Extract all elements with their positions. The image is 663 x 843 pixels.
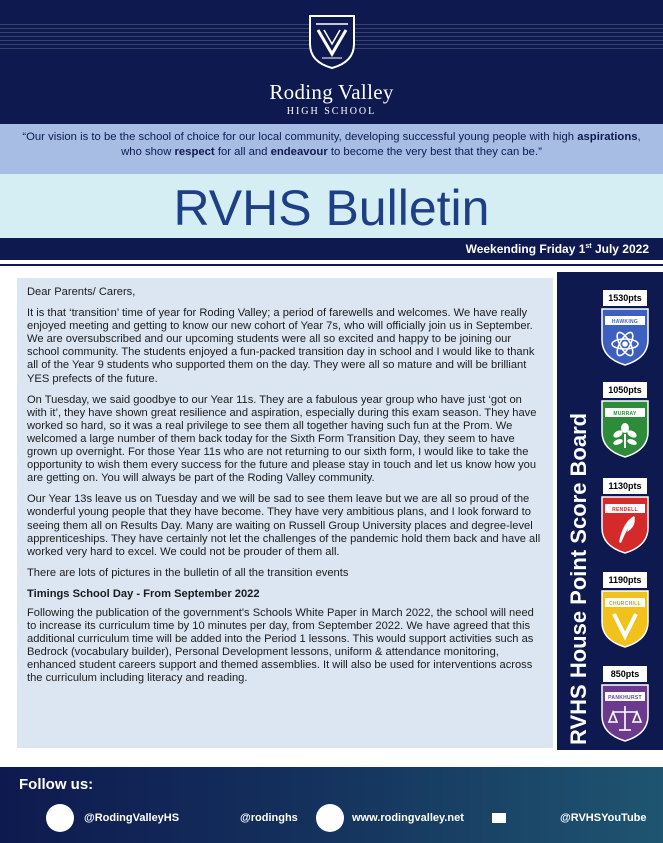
headteacher-letter: [17, 278, 553, 748]
house-points: 1130pts: [603, 478, 647, 494]
vision-text: , who show: [121, 131, 641, 158]
divider: [0, 264, 663, 266]
instagram-handle[interactable]: @rodinghs: [240, 812, 298, 824]
letter-paragraph: On Tuesday, we said goodbye to our Year 11s. They are a fabulous year group who have just ‘got on with it’, they have shown great resilience and aspiration, especially during this exam season. They have worked so hard, so it was a real privilege to see them all together having such fun at the Prom. We welcomed a large number of them back today for the Sixth Form Transition Day, they seem to have grown up overnight. For those Year 11s who are not returning to our sixth form, I would like to take the opportunity to wish them every success for the future and please stay in touch and let us know how you are getting on. You will always be part of the Roding Valley community.: [27, 393, 537, 485]
date-bar: [0, 238, 663, 260]
house-murray: [601, 382, 653, 458]
house-name: MURRAY: [613, 411, 637, 417]
website-link[interactable]: www.rodingvalley.net: [352, 812, 464, 824]
letter-paragraph: Following the publication of the government's Schools White Paper in March 2022, the school will need to increase its curriculum time by 10 minutes per day, from September 2022. We have agreed that this additional curriculum time will be added into the Period 1 lessons. This would support activities such as Bedrock (vocabulary builder), Personal Development lessons, uniform & attendance monitoring, enhanced student careers support and themed assemblies. It will also be used for interventions across the curriculum including literacy and reading.: [27, 606, 534, 685]
website-icon[interactable]: [316, 804, 344, 832]
house-shield: [601, 496, 649, 554]
school-subtitle: HIGH SCHOOL: [286, 106, 377, 117]
letter-paragraph: It is that ‘transition’ time of year for Roding Valley; a period of farewells and welcomes. We have really enjoyed meeting and getting to know our new cohort of Year 7s, who will officially join us in September. We are oversubscribed and our upcoming students were all so excited and happy to be joining our school community. The students enjoyed a fun-packed transition day in school and I would like to thank all of the Year 9 students who supported them on the day. They were all so mature and will be brilliant YES prefects of the future.: [27, 307, 535, 385]
vision-endeavour: endeavour: [270, 146, 328, 158]
vision-text: for all and: [214, 146, 271, 158]
house-rendell: [601, 478, 653, 554]
letter-heading: Timings School Day - From September 2022: [27, 587, 260, 600]
letter-paragraph: Our Year 13s leave us on Tuesday and we will be sad to see them leave but we are all so proud of the wonderful young people that they have become. They have very ambitious plans, and I look forward to seeing them all on Results Day. Many are waiting on Russell Group University places and degree-level apprenticeships. They have certainly not let the challenges of the pandemic hold them back and have all worked very hard to excel. We could not be prouder of them all.: [27, 493, 541, 558]
date-suffix-sup: st: [585, 243, 592, 250]
vision-text: to become the very best that they can be.”: [327, 146, 542, 158]
date-prefix: Weekending Friday 1: [465, 242, 586, 256]
bulletin-title: RVHS Bulletin: [173, 180, 490, 236]
facebook-handle[interactable]: @RodingValleyHS: [84, 812, 180, 824]
footer: [0, 767, 663, 843]
house-name: PANKHURST: [608, 695, 642, 701]
school-name: Roding Valley: [269, 80, 394, 104]
house-pankhurst: [601, 666, 653, 742]
house-churchill: [601, 572, 653, 648]
house-points: 850pts: [603, 666, 647, 682]
school-crest-icon: [308, 14, 356, 70]
letter-paragraph: There are lots of pictures in the bulletin of all the transition events: [27, 566, 349, 579]
facebook-icon[interactable]: [46, 804, 74, 832]
date-suffix: July 2022: [591, 242, 649, 256]
board-label: RVHS House Point Score Board: [566, 412, 591, 745]
follow-us-label: Follow us:: [19, 776, 94, 793]
house-shield: [601, 590, 649, 648]
house-name: CHURCHILL: [609, 601, 641, 607]
house-name: HAWKING: [611, 319, 639, 325]
header: [0, 0, 663, 124]
vision-statement: [0, 124, 663, 174]
title-band: [0, 174, 663, 238]
house-points: 1530pts: [603, 290, 647, 306]
house-name: RENDELL: [612, 507, 638, 513]
vision-respect: respect: [174, 146, 215, 158]
letter-greeting: Dear Parents/ Carers,: [27, 286, 136, 298]
house-hawking: [601, 290, 653, 366]
youtube-icon[interactable]: [492, 813, 506, 823]
vision-aspirations: aspirations: [577, 131, 638, 143]
house-shield: [601, 308, 649, 366]
youtube-handle[interactable]: @RVHSYouTube: [560, 812, 647, 824]
house-shield: [601, 684, 649, 742]
house-shield: [601, 400, 649, 458]
house-points: 1190pts: [603, 572, 647, 588]
house-points: 1050pts: [603, 382, 647, 398]
vision-text: “Our vision is to be the school of choice for our local community, developing successful young people with high: [22, 131, 578, 143]
